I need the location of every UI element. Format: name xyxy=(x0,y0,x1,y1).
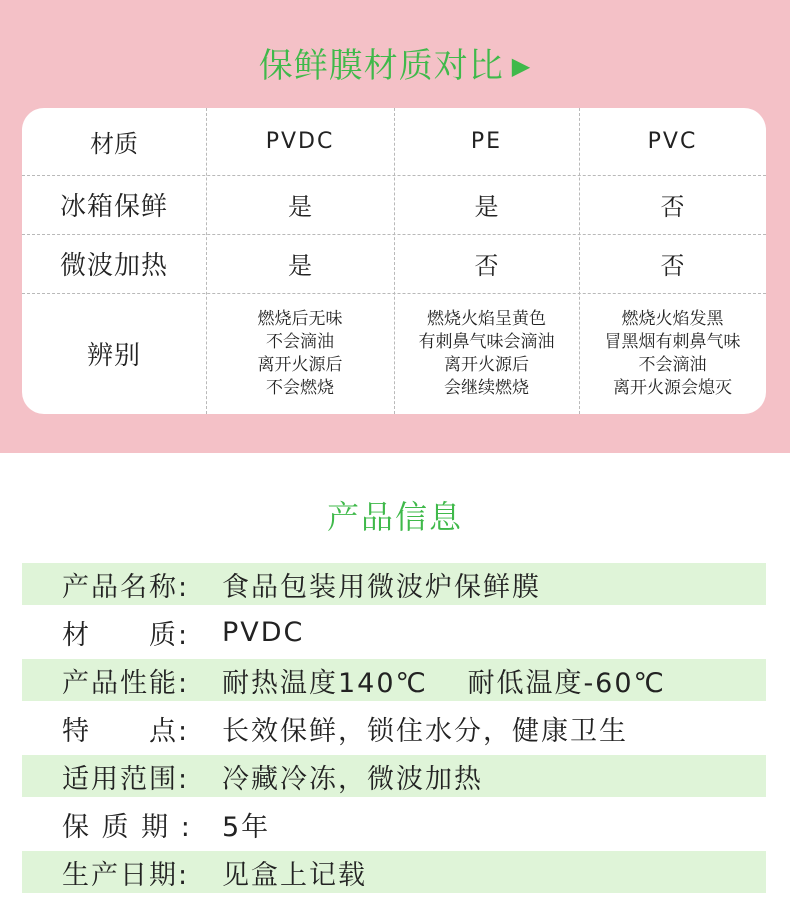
comparison-title xyxy=(0,38,790,94)
identify-line: 离开火源后 xyxy=(444,354,529,375)
info-row-usage xyxy=(22,755,766,797)
row-label-fridge: 冰箱保鲜 xyxy=(59,192,168,222)
header-pvdc: PVDC xyxy=(265,129,335,154)
info-value: 耐热温度140℃ 耐低温度-60℃ xyxy=(222,667,666,699)
info-label: 产品名称: xyxy=(62,571,190,603)
info-row-name xyxy=(22,563,766,605)
identify-line: 会继续燃烧 xyxy=(444,377,529,398)
play-triangle-icon: ▶ xyxy=(511,52,532,80)
info-row-features xyxy=(22,707,766,749)
info-value: 长效保鲜，锁住水分，健康卫生 xyxy=(222,715,628,747)
identify-line: 燃烧火焰发黑 xyxy=(621,308,724,329)
info-value: 5年 xyxy=(222,811,271,843)
table-cell: 否 xyxy=(660,193,685,221)
info-value: 食品包装用微波炉保鲜膜 xyxy=(222,571,541,603)
identify-line: 燃烧火焰呈黄色 xyxy=(427,308,546,329)
info-label: 生产日期: xyxy=(62,859,190,891)
info-label: 保 质 期 : xyxy=(62,811,192,843)
row-label-microwave: 微波加热 xyxy=(59,251,168,281)
info-value: 冷藏冷冻，微波加热 xyxy=(222,763,483,795)
table-cell: 是 xyxy=(288,193,312,221)
identify-line: 冒黑烟有刺鼻气味 xyxy=(604,331,741,352)
info-row-performance xyxy=(22,659,766,701)
comparison-title-text: 保鲜膜材质对比 xyxy=(258,46,504,86)
identify-line: 不会滴油 xyxy=(266,331,334,352)
table-cell: 否 xyxy=(660,252,685,280)
identify-line: 不会滴油 xyxy=(638,354,707,375)
info-row-production-date xyxy=(22,851,766,893)
info-value: PVDC xyxy=(222,616,305,648)
identify-cell-pvc xyxy=(579,293,766,414)
identify-cell-pvdc xyxy=(206,293,394,414)
identify-line: 离开火源后 xyxy=(257,354,343,375)
identify-line: 不会燃烧 xyxy=(266,377,334,398)
header-row-label: 材质 xyxy=(90,130,138,158)
comparison-table xyxy=(22,108,766,414)
comparison-grid xyxy=(22,108,766,414)
info-row-shelf-life xyxy=(22,803,766,845)
info-label: 适用范围: xyxy=(62,763,190,795)
header-pe: PE xyxy=(470,129,503,154)
info-row-material xyxy=(22,611,766,653)
identify-line: 离开火源会熄灭 xyxy=(613,377,732,398)
info-label: 特 点: xyxy=(62,715,190,747)
identify-line: 燃烧后无味 xyxy=(257,308,343,329)
header-pvc: PVC xyxy=(647,129,698,154)
identify-line: 有刺鼻气味会滴油 xyxy=(418,331,555,352)
info-label: 材 质: xyxy=(62,619,190,651)
table-cell: 是 xyxy=(474,193,499,221)
table-cell: 是 xyxy=(288,252,312,280)
identify-cell-pe xyxy=(394,293,579,414)
row-label-identify: 辨别 xyxy=(86,341,141,371)
table-cell: 否 xyxy=(474,252,499,280)
info-value: 见盒上记载 xyxy=(222,859,367,891)
product-info-title: 产品信息 xyxy=(326,498,463,536)
info-label: 产品性能: xyxy=(62,667,190,699)
